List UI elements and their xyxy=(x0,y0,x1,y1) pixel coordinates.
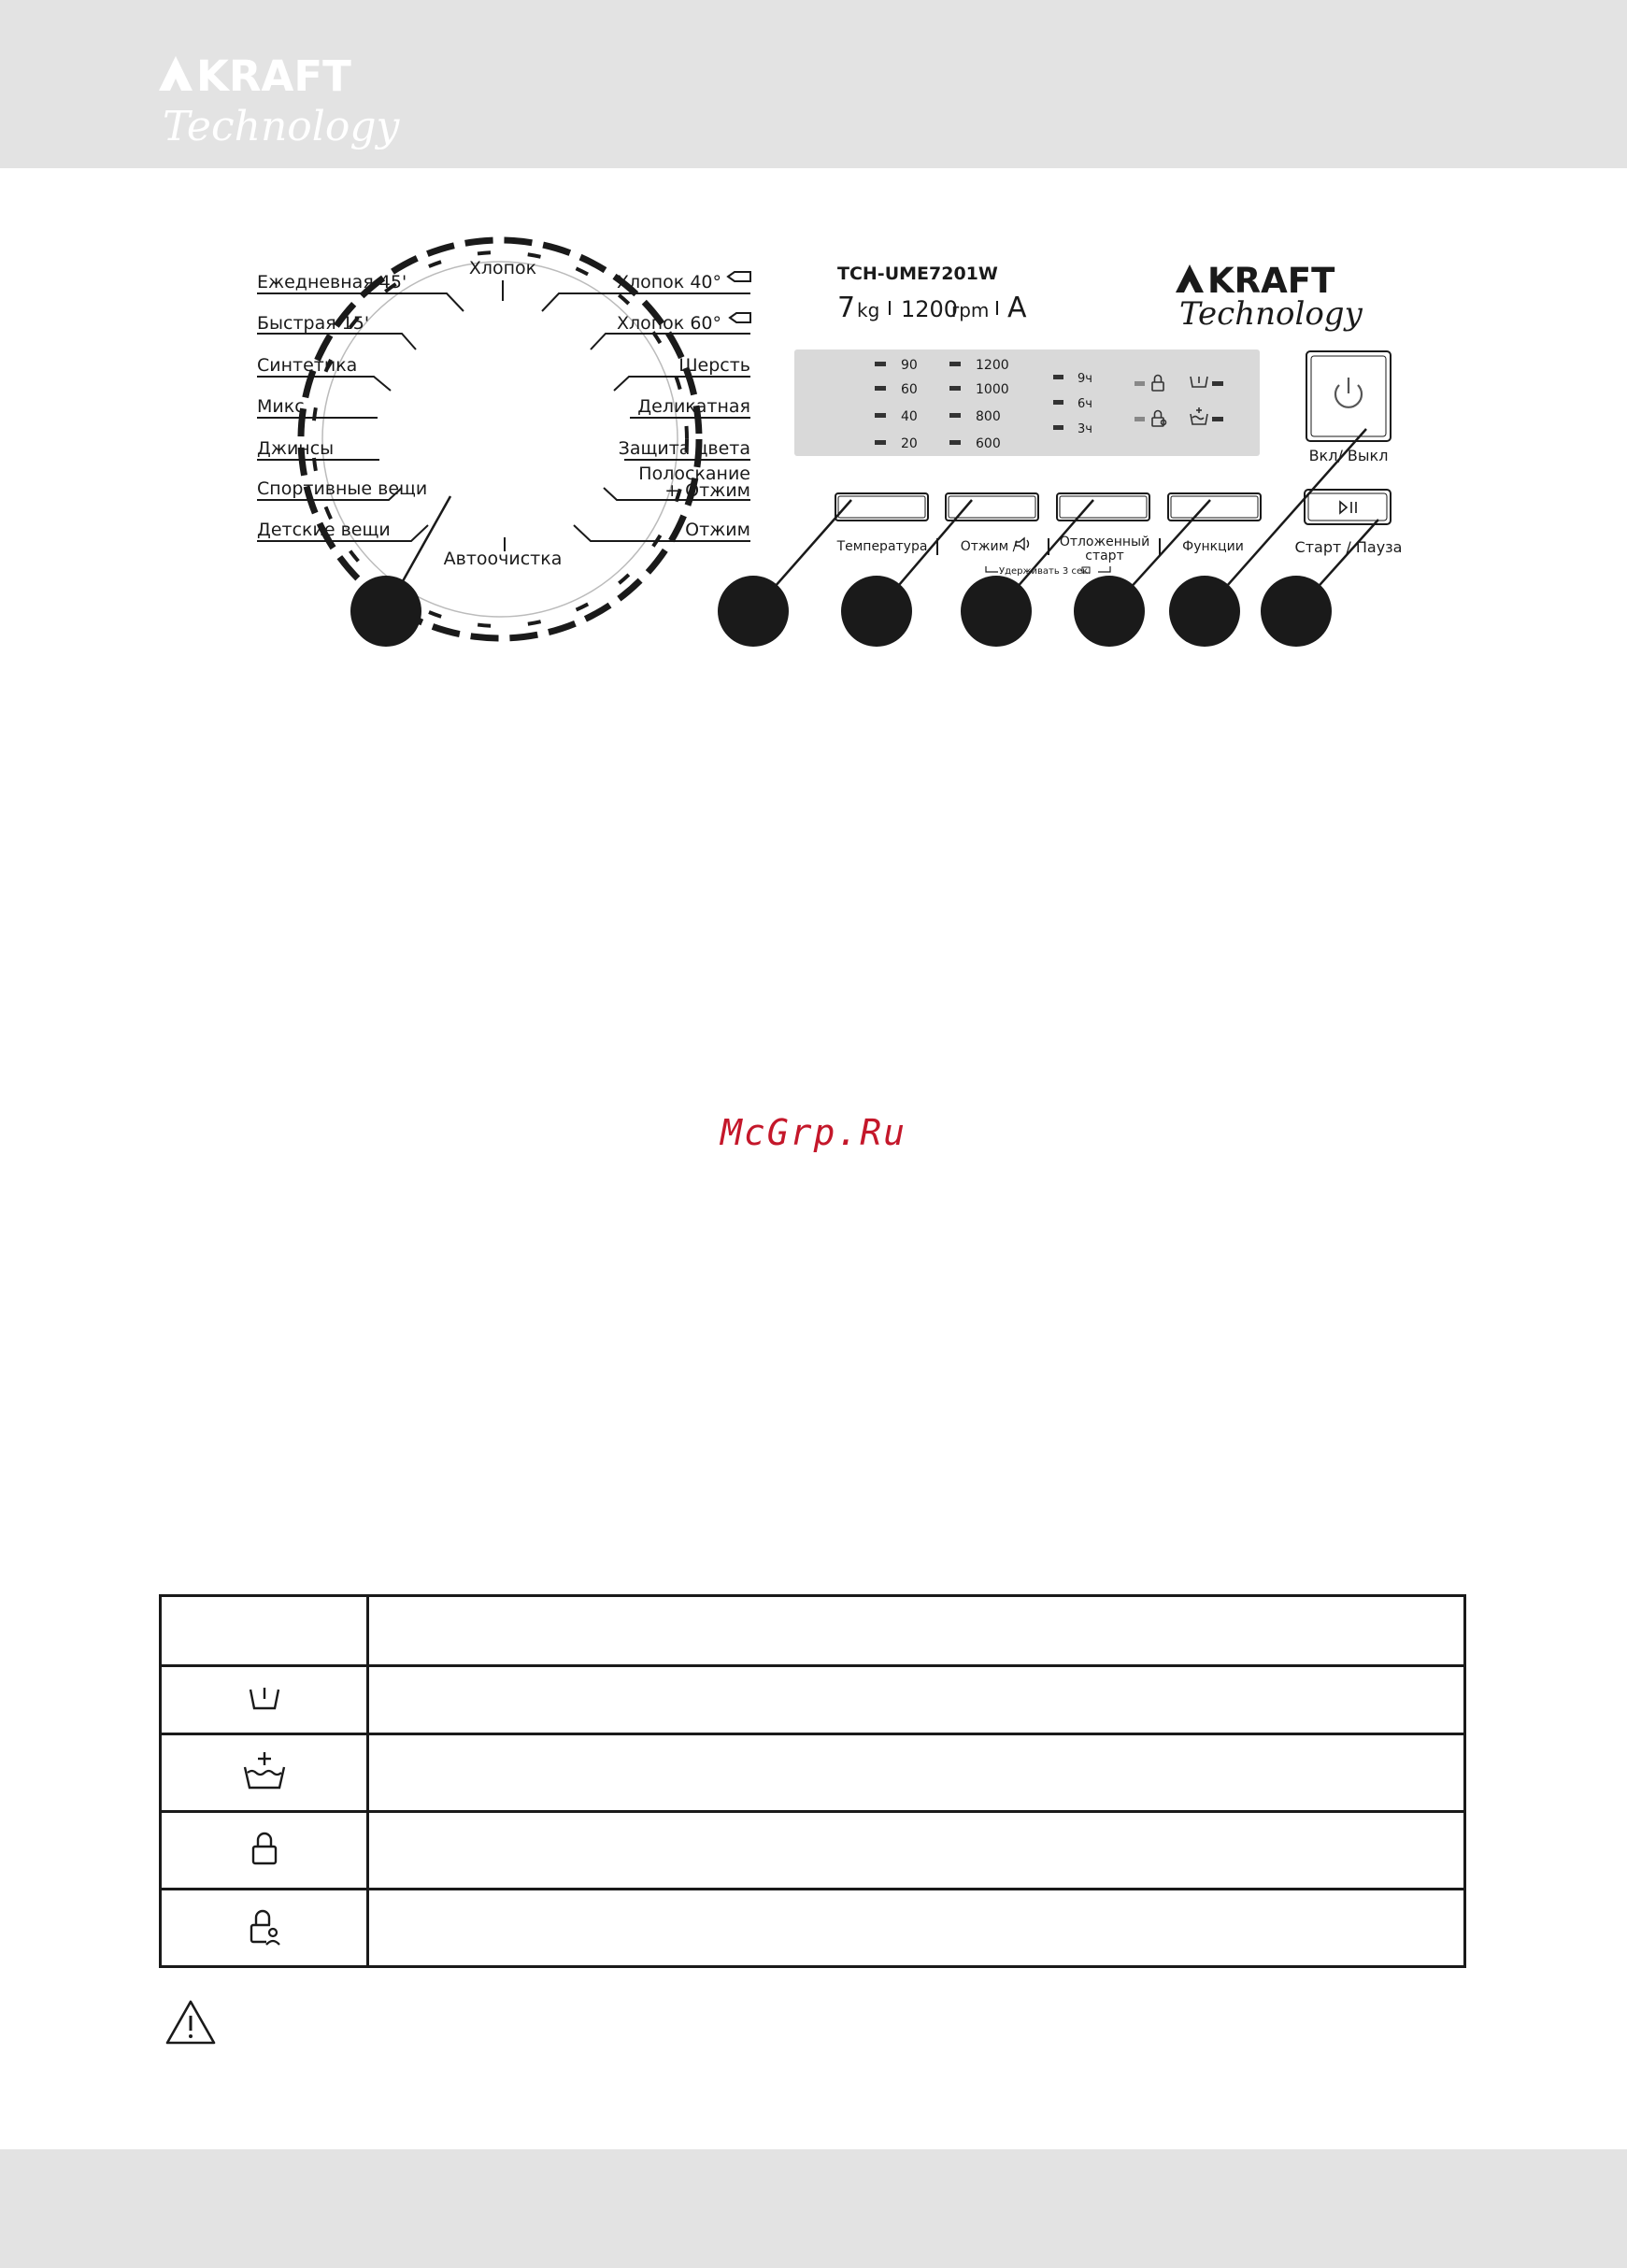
table-cell xyxy=(368,1596,1465,1666)
table-row xyxy=(161,1596,1465,1666)
program-label: Детские вещи xyxy=(257,520,391,540)
functions-label: Функции xyxy=(1182,539,1244,554)
callout-marker xyxy=(841,576,912,647)
table-cell xyxy=(368,1812,1465,1890)
hand-wash-icon xyxy=(728,272,750,281)
table-cell xyxy=(161,1596,368,1666)
program-label: Джинсы xyxy=(257,438,335,459)
button-labels xyxy=(836,535,1244,563)
power-label: Вкл/ Выкл xyxy=(1308,447,1389,464)
delay-value: 3ч xyxy=(1078,422,1092,436)
spin-value: 1000 xyxy=(976,382,1009,397)
delay-value: 6ч xyxy=(1078,397,1092,411)
capacity-value: 7 xyxy=(837,292,856,324)
delay-label: старт xyxy=(1085,549,1124,563)
table-cell xyxy=(161,1734,368,1812)
spec-line xyxy=(837,292,1027,324)
hold-hint-text: Удерживать 3 сек. xyxy=(999,566,1092,577)
delay-label: Отложенный xyxy=(1059,535,1150,549)
indicator-legend-table xyxy=(159,1594,1466,1968)
table-cell xyxy=(368,1734,1465,1812)
dial-bottom-label: Автоочистка xyxy=(443,549,563,569)
model-number: TCH-UME7201W xyxy=(837,264,998,284)
child-lock-icon xyxy=(246,1904,283,1947)
mute-icon xyxy=(1016,538,1029,549)
spin-value: 800 xyxy=(976,409,1001,424)
speed-unit: rpm xyxy=(951,299,990,321)
program-label: Хлопок 40° xyxy=(616,272,721,292)
energy-class: A xyxy=(1007,292,1027,324)
temp-value: 40 xyxy=(901,409,918,424)
dial-top-label: Хлопок xyxy=(468,258,537,278)
callout-marker xyxy=(1169,576,1240,647)
prewash-basin-icon xyxy=(246,1682,283,1714)
program-label: Хлопок 60° xyxy=(616,313,721,334)
play-pause-icon xyxy=(1340,502,1356,513)
warning-triangle-icon xyxy=(164,1998,217,2047)
lock-icon xyxy=(249,1828,280,1869)
program-label: Спортивные вещи xyxy=(257,478,428,499)
table-row xyxy=(161,1666,1465,1734)
callout-marker xyxy=(961,576,1032,647)
program-label: Ежедневная 45' xyxy=(257,272,407,292)
delay-start-button[interactable] xyxy=(1057,493,1149,521)
callout-marker xyxy=(1261,576,1332,647)
display-panel xyxy=(794,349,1260,456)
start-pause-label: Старт / Пауза xyxy=(1294,538,1403,556)
program-label: Деликатная xyxy=(637,396,750,417)
program-label: Синтетика xyxy=(257,355,358,376)
power-button[interactable] xyxy=(1306,351,1391,441)
temp-value: 20 xyxy=(901,436,918,451)
functions-button[interactable] xyxy=(1168,493,1261,521)
program-label: Защита цвета xyxy=(618,438,750,459)
temp-value: 60 xyxy=(901,382,918,397)
panel-logo xyxy=(1176,261,1363,333)
spin-value: 1200 xyxy=(976,358,1009,373)
program-label: Шерсть xyxy=(678,355,750,376)
power-icon xyxy=(1335,378,1362,407)
program-label: Микс xyxy=(257,396,305,417)
watermark: McGrp.Ru xyxy=(720,1112,907,1153)
panel-brand-script: Technology xyxy=(1179,295,1363,333)
extra-rinse-icon xyxy=(239,1750,290,1791)
spin-button[interactable] xyxy=(946,493,1038,521)
brand-script: Technology xyxy=(163,103,400,150)
display-background xyxy=(794,349,1260,456)
footer-band xyxy=(0,2149,1627,2268)
delay-value: 9ч xyxy=(1078,372,1092,386)
table-cell xyxy=(368,1890,1465,1967)
spin-label: Отжим / xyxy=(960,539,1018,554)
table-row xyxy=(161,1812,1465,1890)
program-label: + Отжим xyxy=(664,480,750,501)
spin-value: 600 xyxy=(976,436,1001,451)
panel-brand-name: KRAFT xyxy=(1207,261,1335,301)
table-cell xyxy=(161,1812,368,1890)
delay-labels xyxy=(1078,372,1092,436)
temperature-button[interactable] xyxy=(835,493,928,521)
speed-value: 1200 xyxy=(901,296,959,322)
capacity-unit: kg xyxy=(857,299,880,321)
table-cell xyxy=(368,1666,1465,1734)
program-label: Быстрая 15' xyxy=(257,313,370,334)
temperature-label: Температура xyxy=(836,539,928,554)
table-cell xyxy=(161,1890,368,1967)
callout-marker xyxy=(350,576,421,647)
control-panel-illustration xyxy=(0,0,1627,673)
brand-name: KRAFT xyxy=(196,51,351,101)
table-row xyxy=(161,1734,1465,1812)
hand-wash-icon xyxy=(730,313,750,322)
temp-value: 90 xyxy=(901,358,918,373)
table-cell xyxy=(161,1666,368,1734)
program-label: Отжим xyxy=(685,520,750,540)
program-label: Полоскание xyxy=(638,464,750,484)
callout-marker xyxy=(718,576,789,647)
table-row xyxy=(161,1890,1465,1967)
hold-hint xyxy=(986,566,1110,577)
warning-sign xyxy=(164,1998,217,2050)
callout-marker xyxy=(1074,576,1145,647)
